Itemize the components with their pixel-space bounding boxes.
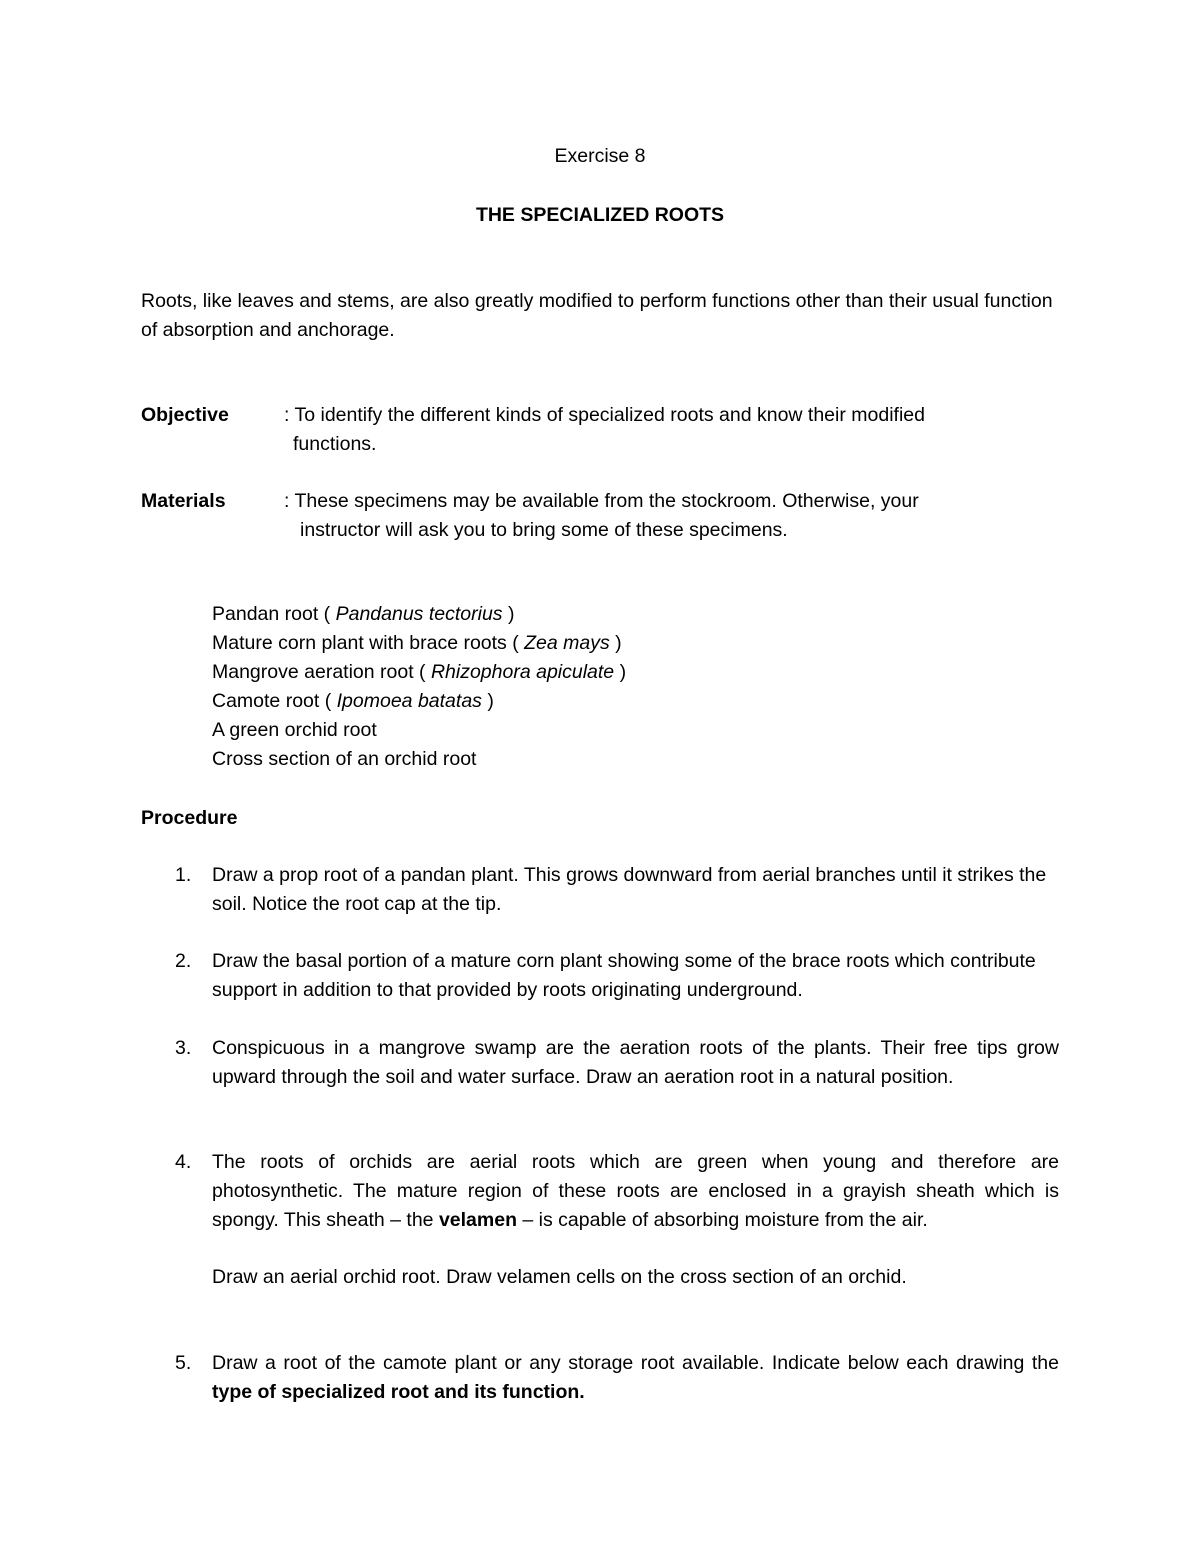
materials-list [212, 600, 626, 774]
materials-line-1: : These specimens may be available from the stockroom. Otherwise, your [284, 490, 919, 512]
materials-text [284, 487, 1024, 545]
scientific-name: Pandanus tectorius [335, 603, 503, 625]
emphasis-text: type of specialized root and its function. [212, 1381, 585, 1403]
velamen-term: velamen [438, 1209, 517, 1231]
materials-line-2: instructor will ask you to bring some of these specimens. [300, 519, 788, 541]
step-number: 1. [175, 864, 192, 886]
step-number: 3. [175, 1037, 192, 1059]
step-number: 2. [175, 950, 192, 972]
objective-text [284, 401, 1024, 459]
step-text: Draw a root of the camote plant or any storage root available. Indicate below each drawing the type of specialized root and its function. [212, 1352, 1059, 1403]
procedure-step-4-instruction: Draw an aerial orchid root. Draw velamen cells on the cross section of an orchid. [212, 1266, 907, 1288]
scientific-name: Rhizophora apiculate [430, 661, 615, 683]
step-number: 5. [175, 1352, 192, 1374]
objective-line-2: functions. [293, 433, 377, 455]
materials-label: Materials [141, 490, 226, 512]
step-text: Draw a prop root of a pandan plant. This grows downward from aerial branches until it strikes the soil. Notice the root cap at the tip. [212, 864, 1047, 915]
list-item: Cross section of an orchid root [212, 748, 477, 770]
step-text: Conspicuous in a mangrove swamp are the aeration roots of the plants. Their free tips grow upward through the soil and water surface. Draw an aeration root in a natural position. [212, 1037, 1059, 1088]
procedure-heading: Procedure [141, 807, 238, 829]
objective-line-1: : To identify the different kinds of specialized roots and know their modified [284, 404, 925, 426]
document-title: THE SPECIALIZED ROOTS [475, 204, 725, 226]
step-text: Draw the basal portion of a mature corn plant showing some of the brace roots which contribute support in addition to that provided by roots originating underground. [212, 950, 1036, 1001]
list-item: A green orchid root [212, 719, 377, 741]
list-item: Camote root ( Ipomoea batatas ) [212, 690, 494, 712]
list-item: Mature corn plant with brace roots ( Zea mays ) [212, 632, 622, 654]
intro-paragraph: Roots, like leaves and stems, are also greatly modified to perform functions other than their usual function of absorption and anchorage. [141, 290, 1053, 341]
scientific-name: Ipomoea batatas [336, 690, 482, 712]
step-text: The roots of orchids are aerial roots which are green when young and therefore are photosynthetic. The mature region of these roots are enclosed in a grayish sheath which is spongy. This sheath – the velamen – is capable of absorbing moisture from the air. [212, 1151, 1059, 1231]
scientific-name: Zea mays [524, 632, 610, 654]
exercise-number: Exercise 8 [554, 145, 646, 167]
objective-label: Objective [141, 404, 229, 426]
list-item: Mangrove aeration root ( Rhizophora apiculate ) [212, 661, 627, 683]
list-item: Pandan root ( Pandanus tectorius ) [212, 603, 515, 625]
step-number: 4. [175, 1151, 192, 1173]
